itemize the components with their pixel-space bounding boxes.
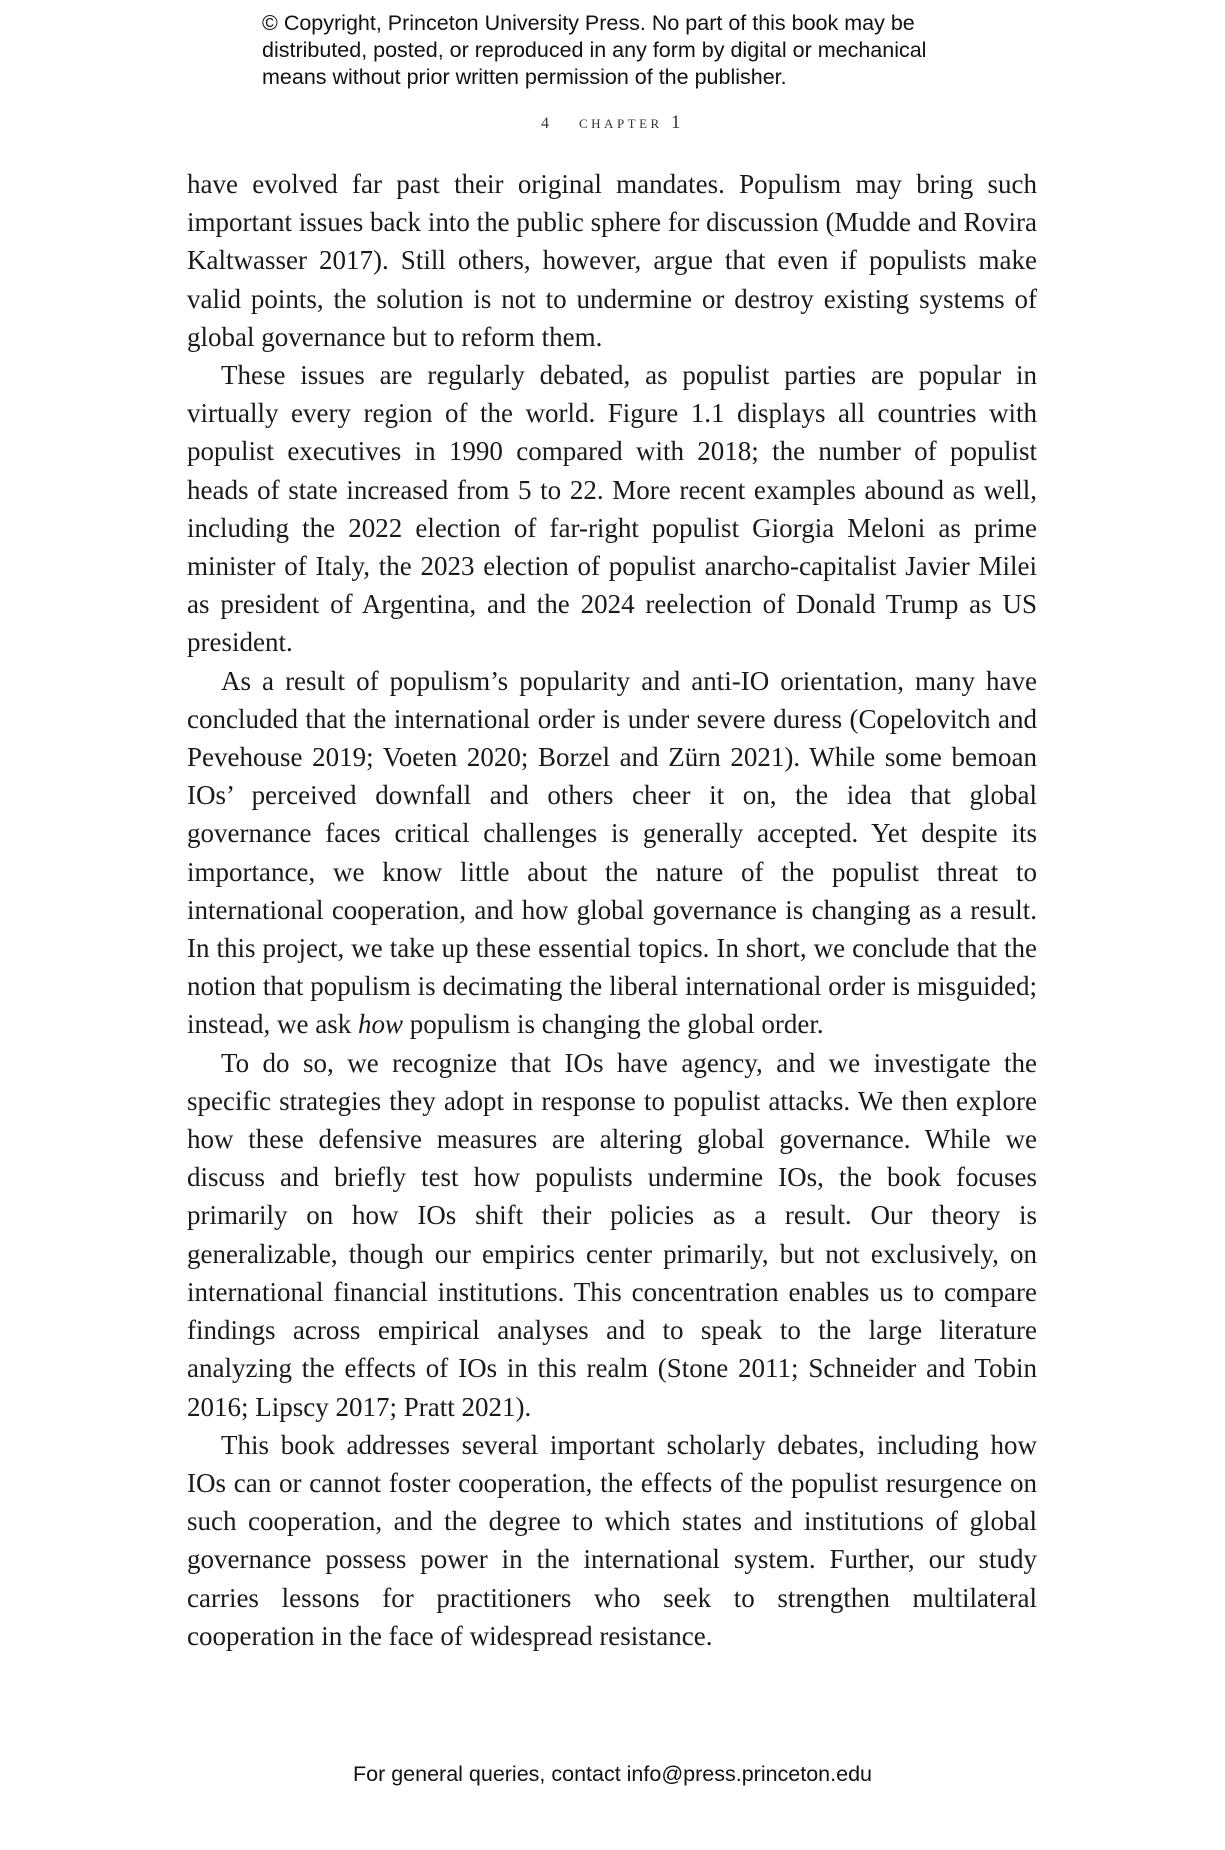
running-head — [0, 112, 1225, 134]
chapter-label: chapter 1 — [579, 112, 684, 133]
paragraph-text: instead, we ask — [187, 1009, 352, 1040]
paragraph: To do so, we recognize that IOs have agency, and we investigate the specific strategies they adopt in response to populist attacks. We then explore how these defensive measures are altering global governance. While we discuss and briefly test how populists undermine IOs, the book focuses primarily on how IOs shift their policies as a result. Our theory is generalizable, though our empirics center primarily, but not exclusively, on international financial institutions. This concentration enables us to compare findings across empirical analyses and to speak to the large literature analyzing the effects of IOs in this realm (Stone 2011; Schneider and Tobin 2016; Lipscy 2017; Pratt 2021). — [187, 1047, 1037, 1422]
paragraph — [187, 662, 1037, 1044]
paragraph: have evolved far past their original mandates. Populism may bring such important issues back into the public sphere for discussion (Mudde and Rovira Kaltwasser 2017). Still others, however, argue that even if populists make valid points, the solution is not to undermine or destroy existing systems of global governance but to reform them. — [187, 169, 1037, 352]
paragraph-text: As a result of populism’s popularity and anti-IO orientation, many have concluded that the international order is under severe duress (Copelovitch and Pevehouse 2019; Voeten 2020; Borzel and Zürn 2021). While some bemoan IOs’ perceived downfall and others cheer it on, the idea that global governance faces critical challenges is generally accepted. Yet despite its importance, we know little about the nature of the populist threat to international cooperation, and how global governance is changing as a result. In this project, we take up these essential topics. In short, we conclude that the notion that populism is decimating the liberal international order is misguided; — [187, 665, 1037, 1002]
copyright-notice — [262, 10, 982, 91]
emphasis: how — [357, 1009, 403, 1040]
body-text — [187, 165, 1037, 1655]
paragraph: These issues are regularly debated, as populist parties are popular in virtually every region of the world. Figure 1.1 displays all countries with populist executives in 1990 compared with 2018; the number of populist heads of state increased from 5 to 22. More recent examples abound as well, including the 2022 election of far-right populist Giorgia Meloni as prime minister of Italy, the 2023 election of populist anarcho-capitalist Javier Milei as president of Argentina, and the 2024 reelection of Donald Trump as US president. — [187, 360, 1037, 658]
paragraph: This book addresses several important scholarly debates, including how IOs can or cannot foster cooperation, the effects of the populist resurgence on such cooperation, and the degree to which states and institutions of global governance possess power in the international system. Further, our study carries lessons for practitioners who seek to strengthen multilateral cooperation in the face of widespread resistance. — [187, 1429, 1037, 1651]
copyright-line: distributed, posted, or reproduced in any form by digital or mechanical — [262, 38, 927, 62]
footer-contact: For general queries, contact info@press.princeton.edu — [352, 1762, 872, 1786]
copyright-line: © Copyright, Princeton University Press. No part of this book may be — [262, 11, 915, 35]
page-number: 4 — [541, 115, 552, 132]
copyright-line: means without prior written permission of the publisher. — [262, 65, 787, 89]
paragraph-text: populism is changing the global order. — [409, 1009, 824, 1040]
